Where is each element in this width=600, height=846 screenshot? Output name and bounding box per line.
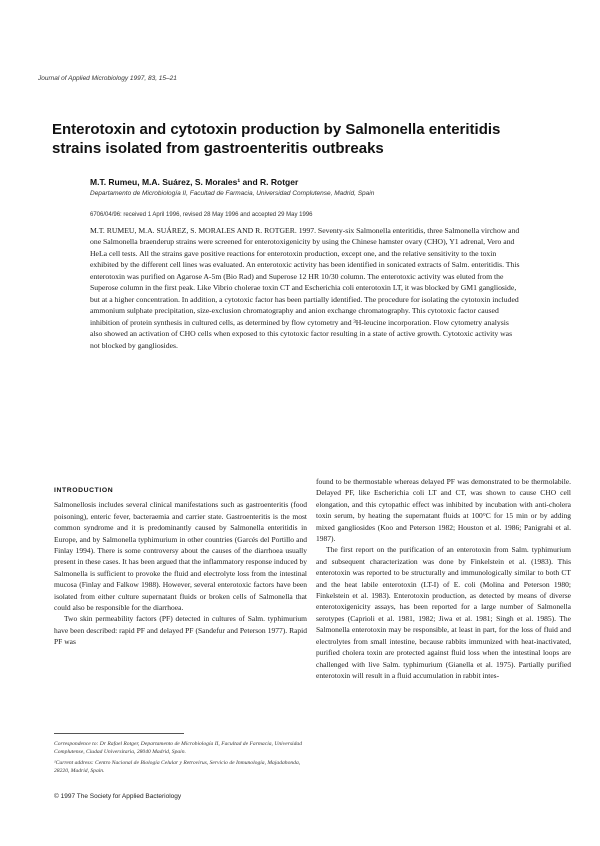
intro-paragraph-1: Salmonellosis includes several clinical manifestations such as gastroenteritis (food poisoning), enteric fever, bacteraemia and carrier state. Gastroenteritis is the most common syndrome and it is predominantly caused by Salmonella enteritidis in Europe, and by Salmonella typhimurium in other countries (Garcés del Portillo and Finlay 1994). There is some controversy about the causes of the diarrhoea usually present in these cases. It has been argued that the inflammatory response induced by Salmonella is sufficient to provoke the fluid and electrolyte loss from the intestinal mucosa (Finlay and Falkow 1988). However, several enterotoxic factors have been isolated from either culture supernatant fluids or broken cells of Salmonella that could also be responsible for the diarrhoea.	[54, 500, 307, 613]
introduction-heading: INTRODUCTION	[54, 487, 114, 494]
copyright-notice: © 1997 The Society for Applied Bacteriology	[54, 793, 182, 800]
right-paragraph-1: found to be thermostable whereas delayed PF was demonstrated to be thermolabile. Delayed PF, like Escherichia coli LT and CT, was shown to cause CHO cell elongation, and this cytopathic effect was inhibited by incubation with anti-cholera toxin serum, by heating the supernatant fluids at 100°C for 15 min or by adding mixed gangliosides (Koo and Peterson 1982; Houston et al. 1986; Panigrahi et al. 1987).	[316, 477, 571, 544]
footnote-divider	[54, 733, 184, 734]
right-paragraph-2: The first report on the purification of an enterotoxin from Salm. typhimurium and subsequent characterization was done by Finkelstein et al. (1983). This enterotoxin was reported to be structurally and immunologically similar to both CT and the heat labile enterotoxin (LT-I) of E. coli (Molina and Peterson 1980; Finkelstein et al. 1983). Enterotoxin production, as detected by means of diverse enterotoxigenicity assays, has been reported for a large number of Salmonella serotypes (Caprioli et al. 1981, 1982; Jiwa et al. 1981; Singh et al. 1985). The Salmonella enterotoxin may be responsible, at least in part, for the loss of fluid and electrolytes from small intestine, because rabbits immunized with heat-inactivated, purified cholera toxin are protected against fluid loss when the intestinal loops are challenged with live Salm. typhimurium (Gianella et al. 1975). Partially purified enterotoxin will result in a fluid accumulation in rabbit intes-	[316, 545, 571, 680]
current-address-footnote: ¹Current address: Centro Nacional de Biología Celular y Retrovirus, Servicio de Inmunología, Majadahonda, 28220, Madrid, Spain.	[54, 759, 301, 774]
intro-paragraph-2: Two skin permeability factors (PF) detected in cultures of Salm. typhimurium have been described: rapid PF and delayed PF (Sandefur and Peterson 1977). Rapid PF was	[54, 614, 307, 647]
received-dates: 6706/04/96: received 1 April 1996, revised 28 May 1996 and accepted 29 May 1996	[90, 212, 313, 218]
correspondence-footnote: Correspondence to: Dr Rafael Rotger, Departamento de Microbiología II, Facultad de Farmacia, Universidad Complutense, Ciudad Universitaria, 28040 Madrid, Spain.	[54, 741, 302, 756]
footnotes	[54, 740, 307, 777]
author-list: M.T. Rumeu, M.A. Suárez, S. Morales¹ and R. Rotger	[90, 177, 299, 187]
affiliation: Departamento de Microbiología II, Facultad de Farmacia, Universidad Complutense, Madrid, Spain	[90, 190, 375, 197]
left-column	[54, 485, 307, 648]
article-title: Enterotoxin and cytotoxin production by Salmonella enteritidis strains isolated from gastroenteritis outbreaks	[52, 121, 501, 157]
journal-reference: Journal of Applied Microbiology 1997, 83, 15–21	[38, 75, 177, 82]
abstract-text: M.T. RUMEU, M.A. SUÁREZ, S. MORALES AND R. ROTGER. 1997. Seventy-six Salmonella enteritidis, three Salmonella virchow and one Salmonella braenderup strains were screened for enterotoxigenicity by using the Chinese hamster ovary (CHO), Y1 adrenal, Vero and HeLa cell tests. All the strains gave positive reactions for enterotoxin production, except one, and the relative sensitivity to the toxin exhibited by the different cell lines was evaluated. An enterotoxic activity has been identified in sonicated extracts of Salm. enteritidis. This enterotoxin was purified on Agarose A-5m (Bio Rad) and Superose 12 HR 10/30 column. The enterotoxic activity was eluted from the Superose column in the first peak. Like Vibrio cholerae toxin CT and Escherichia coli enterotoxin LT, it was blocked by GM1 ganglioside, but at a higher concentration. In addition, a cytotoxic factor has been partially identified. The procedure for isolating the cytotoxin included ammonium sulphate precipitation, size-exclusion chromatography and anion exchange chromatography. This cytotoxic factor caused inhibition of protein synthesis in cultured cells, as determined by flow cytometry and ³H-leucine incorporation. Flow cytometry analysis also showed an activation of CHO cells when exposed to this cytotoxic factor resulting in a state of active growth. Cytotoxic activity was not blocked by gangliosides.	[90, 226, 520, 350]
abstract	[90, 225, 522, 351]
right-column	[316, 476, 571, 681]
